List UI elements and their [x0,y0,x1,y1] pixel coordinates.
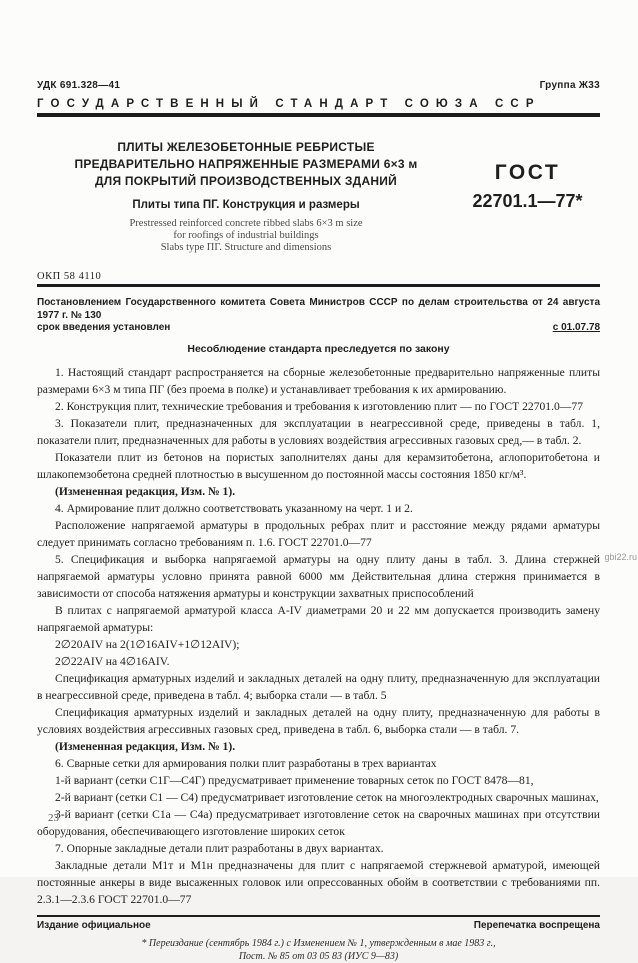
footer-rule [37,915,600,917]
watermark: gbi22.ru [604,552,637,562]
english-title [37,218,455,254]
paragraph: (Измененная редакция, Изм. № 1). [55,485,236,498]
gost-label: ГОСТ [494,161,561,184]
paragraph: 3. Показатели плит, предназначенных для эксплуатации в неагрессивной среде, приведены в табл. 1, показатели плит, предназначенных для работы в условиях воздействия агрессивных газовых сред,— в табл. 2. [37,417,600,447]
gost-number: 22701.1—77* [472,191,583,211]
english-title-line2: for roofings of industrial buildings [173,230,319,241]
paragraph: 1. Настоящий стандарт распространяется на сборные железобетонные предварительно напряженные плиты размерами 6×3 м типа ПГ (без проема в полке) и устанавливает требования к их армированию. [37,366,600,396]
gost-designation [455,139,600,257]
paragraph: (Измененная редакция, Изм. № 1). [55,740,236,753]
paragraph: В плитах с напрягаемой арматурой класса А-IV диаметрами 20 и 22 мм допускается производить замену напрягаемой арматуры: [37,604,600,634]
reissue-footnote [37,937,600,963]
paragraph: 3-й вариант (сетки С1а — С4а) предусматривает изготовление сеток на сварочных машинах при отсутствии оборудования, обеспечивающего изготовление широких сеток [37,808,600,838]
paragraph: 2-й вариант (сетки С1 — С4) предусматривает изготовление сеток на многоэлектродных сварочных машинах, [55,791,599,804]
udk-code: УДК 691.328—41 [37,80,121,91]
paragraph: Спецификация арматурных изделий и закладных деталей на одну плиту, предназначенную для эксплуатации в неагрессивной среде, приведена в табл. 4; выборка стали — в табл. 5 [37,672,600,702]
english-title-line3: Slabs type ПГ. Structure and dimensions [160,242,332,253]
paragraph: Спецификация арматурных изделий и закладных деталей на одну плиту, предназначенную для работы в условиях воздействия агрессивных газовых сред, приведена в табл. 6, выборка стали — в табл. 7. [37,706,600,736]
decree-term-row [37,322,600,333]
footer-row [37,920,600,931]
document-subtitle: Плиты типа ПГ. Конструкция и размеры [132,199,360,211]
paragraph: 6. Сварные сетки для армирования полки плит разработаны в трех вариантах [55,757,437,770]
state-standard-title: ГОСУДАРСТВЕННЫЙ СТАНДАРТ СОЮЗА ССР [37,98,541,110]
header-rule [37,113,600,117]
document-title-line1: ПЛИТЫ ЖЕЛЕЗОБЕТОННЫЕ РЕБРИСТЫЕ [117,140,375,154]
reprint-prohibited-label: Перепечатка воспрещена [473,920,600,931]
decree-text: Постановлением Государственного комитета Совета Министров СССР по делам строительства от 24 августа 1977 г. № 130 [37,297,600,321]
law-notice: Несоблюдение стандарта преследуется по закону [187,343,450,355]
paragraph: 4. Армирование плит должно соответствовать указанному на черт. 1 и 2. [55,502,413,515]
decree-term-label: срок введения установлен [37,322,171,333]
okp-code: ОКП 58 4110 [37,271,102,282]
body-text [37,364,600,908]
paragraph: 1-й вариант (сетки С1Г—С4Г) предусматривает применение товарных сеток по ГОСТ 8478—81, [55,774,534,787]
document-title-line3: ДЛЯ ПОКРЫТИЙ ПРОИЗВОДСТВЕННЫХ ЗДАНИЙ [95,174,397,188]
paragraph: Показатели плит из бетонов на пористых заполнителях даны для керамзитобетона, аглопоритобетона и шлакопемзобетона средней плотностью в высушенном до постоянной массы состояния 1850 кг/м³. [37,451,600,481]
paragraph: 5. Спецификация и выборка напрягаемой арматуры на одну плиту даны в табл. 3. Длина стержней напрягаемой арматуры условно принята равной 6000 мм Действительная длина стержня принимается в зависимости от способа натяжения арматуры и конструкции захватных приспособлений [37,553,600,600]
official-edition-label: Издание официальное [37,920,151,931]
okp-rule [37,284,600,287]
page-number: 23 [48,812,59,824]
footnote-line2: Пост. № 85 от 03 05 83 (ИУС 9—83) [238,951,399,962]
paragraph: 7. Опорные закладные детали плит разработаны в двух вариантах. [55,842,384,855]
paragraph: 2. Конструкция плит, технические требования и требования к изготовлению плит — по ГОСТ 22701.0—77 [55,400,583,413]
paragraph: 2∅20АIV на 2(1∅16АIV+1∅12АIV); [55,638,240,651]
title-block [37,139,455,257]
english-title-line1: Prestressed reinforced concrete ribbed slabs 6×3 m size [129,218,363,229]
footnote-line1: * Переиздание (сентябрь 1984 г.) с Изменением № 1, утвержденным в мае 1983 г., [141,938,496,949]
effective-date: с 01.07.78 [552,322,600,333]
document-title-line2: ПРЕДВАРИТЕЛЬНО НАПРЯЖЕННЫЕ РАЗМЕРАМИ 6×3 м [74,157,418,171]
paragraph: Закладные детали М1т и М1н предназначены для плит с напрягаемой стержневой арматурой, имеющей постоянные анкеры в виде высаженных головок или опрессованных обойм в соответствии с требованиями пп. 2.3.1—2.3.6 ГОСТ 22701.0—77 [37,859,600,906]
group-code: Группа Ж33 [539,80,600,91]
paragraph: Расположение напрягаемой арматуры в продольных ребрах плит и расстояние между рядами арматуры следует принимать согласно требованиям п. 1.6. ГОСТ 22701.0—77 [37,519,600,549]
paragraph: 2∅22АIV на 4∅16АIV. [55,655,170,668]
